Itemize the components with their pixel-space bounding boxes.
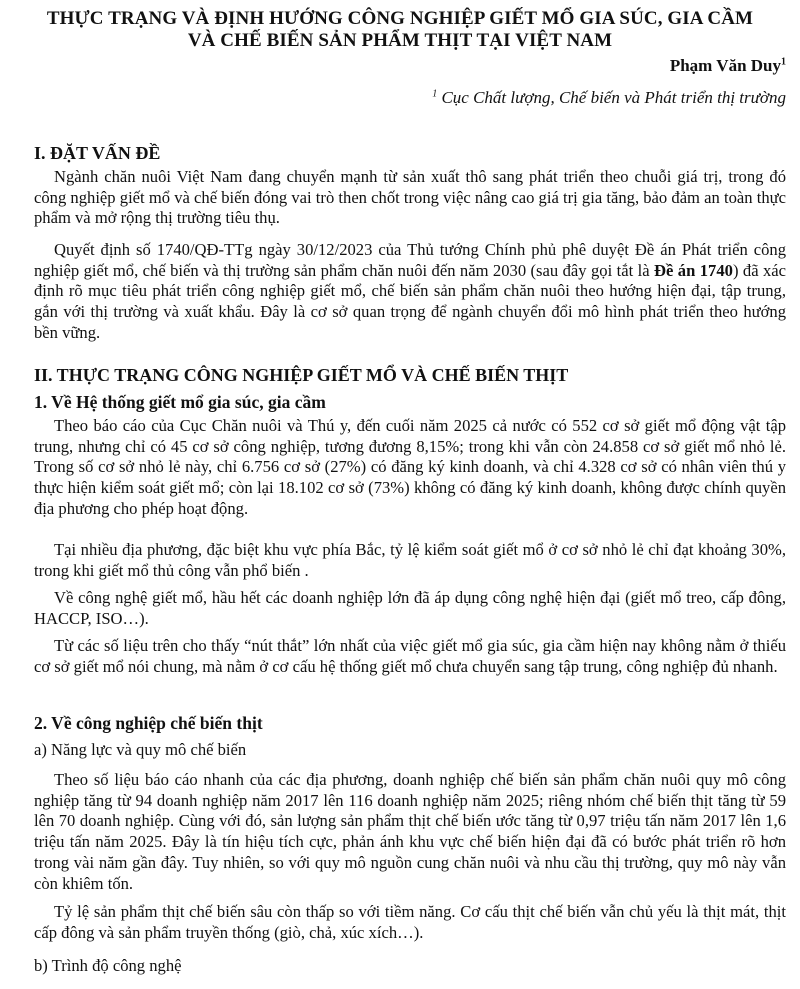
section-2-heading: II. THỰC TRẠNG CÔNG NGHIỆP GIẾT MỔ VÀ CHẾ BIẾN THỊT bbox=[34, 365, 569, 385]
author-affiliation bbox=[432, 88, 786, 108]
subsection-1-paragraph-1: Theo báo cáo của Cục Chăn nuôi và Thú y, đến cuối năm 2025 cả nước có 552 cơ sở giết mổ động vật tập trung, nhưng chỉ có 45 cơ sở công nghiệp, tương đương 8,15%; trong khi vẫn còn 24.858 cơ sở giết mổ nhỏ lẻ. Trong số cơ sở nhỏ lẻ này, chỉ 6.756 cơ sở (27%) có đăng ký kinh doanh, và chỉ 4.328 cơ sở có nhân viên thú y thực hiện kiểm soát giết mổ; còn lại 18.102 cơ sở (73%) không có đăng ký kinh doanh, không được chính quyền địa phương cho phép hoạt động. bbox=[34, 416, 786, 518]
author-name-text: Phạm Văn Duy bbox=[669, 56, 781, 75]
subsection-2-paragraph-1: Theo số liệu báo cáo nhanh của các địa phương, doanh nghiệp chế biến sản phẩm chăn nuôi quy mô công nghiệp tăng từ 94 doanh nghiệp năm 2017 lên 116 doanh nghiệp năm 2025; riêng nhóm chế biến thịt tăng từ 59 lên 70 doanh nghiệp. Cùng với đó, sản lượng sản phẩm thịt chế biến ước tăng từ 0,97 triệu tấn năm 2017 lên 1,6 triệu tấn năm 2025. Đây là tín hiệu tích cực, phản ánh khu vực chế biến hiện đại đã có bước phát triển rõ hơn trong vài năm gần đây. Tuy nhiên, so với quy mô nguồn cung chăn nuôi và nhu cầu thị trường, quy mô này vẫn còn khiêm tốn. bbox=[34, 770, 786, 893]
subsection-1-heading: 1. Về Hệ thống giết mổ gia súc, gia cầm bbox=[34, 392, 326, 412]
subsection-2-heading: 2. Về công nghiệp chế biến thịt bbox=[34, 713, 263, 733]
author-name bbox=[670, 56, 786, 76]
subsection-2a-heading: a) Năng lực và quy mô chế biến bbox=[34, 740, 247, 759]
subsection-1-paragraph-2: Tại nhiều địa phương, đặc biệt khu vực phía Bắc, tỷ lệ kiểm soát giết mổ ở cơ sở nhỏ lẻ chỉ đạt khoảng 30%, trong khi giết mổ thủ công vẫn phổ biến . bbox=[34, 540, 786, 580]
subsection-1-paragraph-3: Về công nghệ giết mổ, hầu hết các doanh nghiệp lớn đã áp dụng công nghệ hiện đại (giết mổ treo, cấp đông, HACCP, ISO…). bbox=[34, 588, 786, 628]
subsection-1-paragraph-4 bbox=[34, 636, 786, 677]
affiliation-footnote-mark: 1 bbox=[432, 88, 438, 100]
document-title-line-1: THỰC TRẠNG VÀ ĐỊNH HƯỚNG CÔNG NGHIỆP GIẾT MỔ GIA SÚC, GIA CẦM bbox=[46, 8, 754, 29]
section-1-heading: I. ĐẶT VẤN ĐỀ bbox=[34, 143, 161, 163]
section-1-paragraph-2-end: ) đã xác định rõ mục tiêu phát triển công nghiệp giết mổ, chế biến sản phẩm chăn nuôi theo hướng hiện đại, tập trung, gắn với thị trường và xuất khẩu. Đây là cơ sở quan trọng để ngành chuyển đổi mô hình phát triển theo hướng bền vững. bbox=[34, 260, 787, 342]
section-1-paragraph-2 bbox=[34, 240, 786, 344]
de-an-1740-bold: Đề án 1740 bbox=[654, 260, 733, 280]
author-footnote-mark: 1 bbox=[781, 56, 786, 68]
subsection-2-paragraph-2: Tỷ lệ sản phẩm thịt chế biến sâu còn thấp so với tiềm năng. Cơ cấu thịt chế biến vẫn chủ yếu là thịt mát, thịt cấp đông và sản phẩm truyền thống (giò, chả, xúc xích…). bbox=[34, 902, 786, 942]
subsection-1-paragraph-4-text: Từ các số liệu trên cho thấy “nút thắt” lớn nhất của việc giết mổ gia súc, gia cầm hiện nay không nằm ở thiếu cơ sở giết mổ nói chung, mà nằm ở cơ cấu hệ thống giết mổ chưa chuyển sang tập trung, công nghiệp đủ nhanh. bbox=[34, 636, 786, 676]
subsection-2b-heading: b) Trình độ công nghệ bbox=[34, 956, 182, 975]
section-1-paragraph-2-start: Quyết định số 1740/QĐ-TTg ngày 30/12/2023 của Thủ tướng Chính phủ phê duyệt Đề án Phát triển công nghiệp giết mổ, chế biến và thị trường sản phẩm chăn nuôi đến năm 2030 (sau đây gọi tắt là bbox=[34, 240, 786, 280]
affiliation-text: Cục Chất lượng, Chế biến và Phát triển thị trường bbox=[441, 88, 786, 107]
section-1-paragraph-1: Ngành chăn nuôi Việt Nam đang chuyển mạnh từ sản xuất thô sang phát triển theo chuỗi giá trị, trong đó công nghiệp giết mổ và chế biến đóng vai trò then chốt trong việc nâng cao giá trị gia tăng, bảo đảm an toàn thực phẩm và mở rộng thị trường tiêu thụ. bbox=[34, 167, 786, 228]
document-title-line-2: VÀ CHẾ BIẾN SẢN PHẨM THỊT TẠI VIỆT NAM bbox=[187, 30, 613, 51]
